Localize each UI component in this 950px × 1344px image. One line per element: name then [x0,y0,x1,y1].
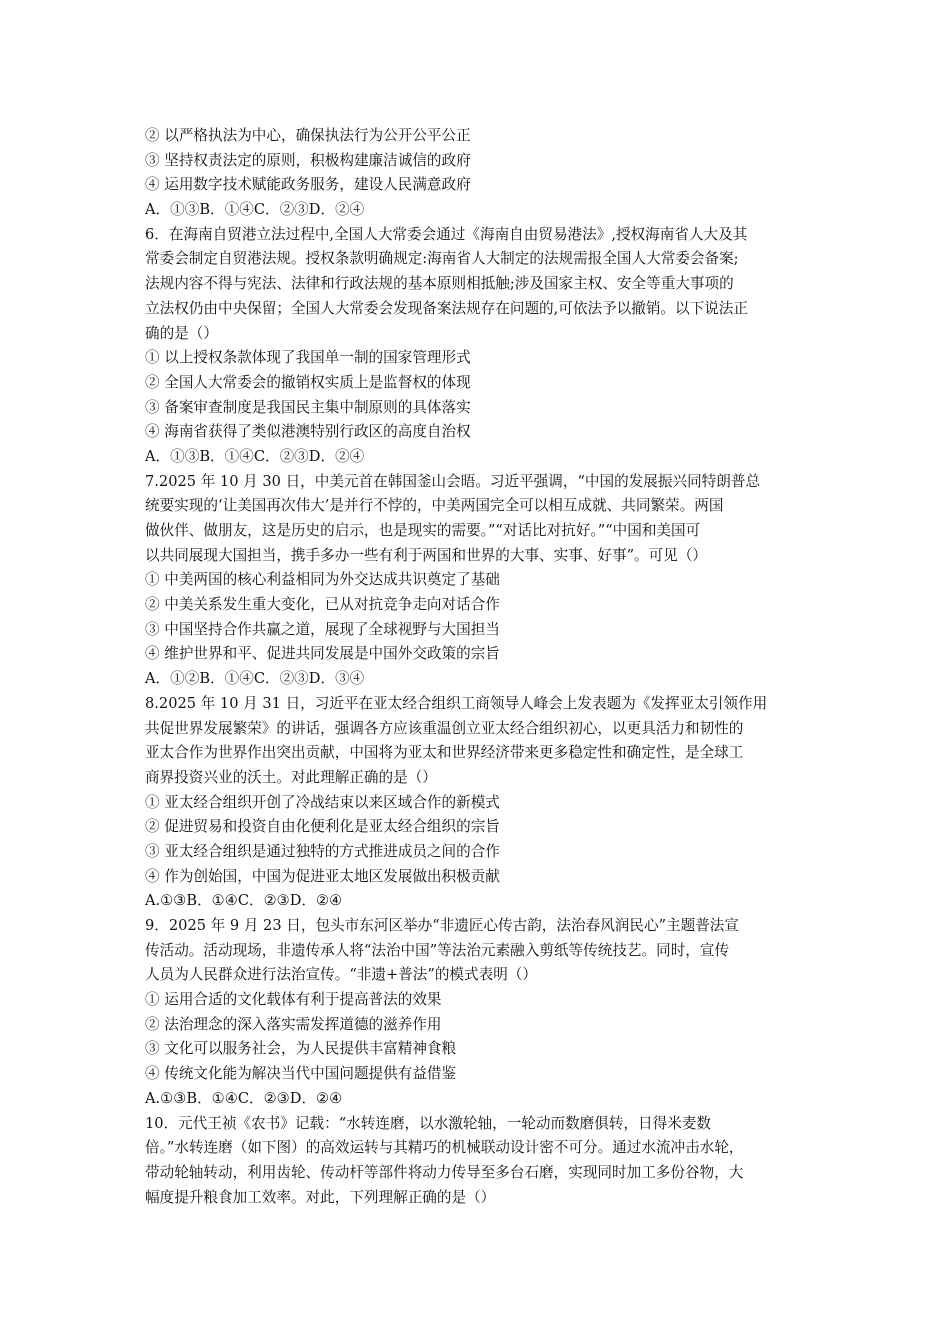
q6-stem-line-2: 常委会制定自贸港法规。授权条款明确规定:海南省人大制定的法规需报全国人大常委会备案; [145,250,739,268]
q8-stem-line-2: 共促世界发展繁荣》的讲话，强调各方应该重温创立亚太经合组织初心，以更具活力和韧性的 [145,719,744,737]
q8-stem-line-3: 亚太合作为世界作出突出贡献，中国将为亚太和世界经济带来更多稳定性和确定性，是全球工 [145,744,744,762]
q7-stem-line-3: 做伙伴、做朋友，这是历史的启示，也是现实的需要。”“对话比对抗好。”“中国和美国可 [145,522,701,539]
q9-option-3: ③ 文化可以服务社会，为人民提供丰富精神食粮 [145,1040,457,1058]
q8-answer-choices: A.①③B．①④C．②③D．②④ [145,892,343,910]
q7-stem-line-2: 统要实现的‘让美国再次伟大’是并行不悖的，中美两国完全可以相互成就、共同繁荣。两国 [145,497,724,515]
q6-answer-choices: A．①③B．①④C．②③D．②④ [145,447,365,465]
q5-answer-choices: A．①③B．①④C．②③D．②④ [145,201,365,219]
q5-option-3: ③ 坚持权责法定的原则，积极构建廉洁诚信的政府 [145,151,471,169]
q10-stem-line-3: 带动轮轴转动，利用齿轮、传动杆等部件将动力传导至多台石磨，实现同时加工多份谷物，大 [145,1163,744,1181]
document-page [145,124,810,1210]
q8-option-4: ④ 作为创始国，中国为促进亚太地区发展做出积极贡献 [145,867,500,885]
q7-option-1: ① 中美两国的核心利益相同为外交达成共识奠定了基础 [145,571,500,589]
q6-option-4: ④ 海南省获得了类似港澳特别行政区的高度自治权 [145,423,471,441]
q9-stem-line-1: 9．2025 年 9 月 23 日，包头市东河区举办“非遗匠心传古韵，法治春风润民心”主题普法宣 [145,917,739,934]
q5-option-4: ④ 运用数字技术赋能政务服务，建设人民满意政府 [145,176,471,194]
q9-answer-choices: A.①③B．①④C．②③D．②④ [145,1089,343,1107]
q9-option-4: ④ 传统文化能为解决当代中国问题提供有益借鉴 [145,1065,457,1083]
q7-answer-choices: A．①②B．①④C．②③D．③④ [145,670,365,688]
q6-stem-line-1: 6．在海南自贸港立法过程中,全国人大常委会通过《海南自由贸易港法》,授权海南省人大及其 [145,225,748,243]
q9-option-1: ① 运用合适的文化载体有利于提高普法的效果 [145,991,442,1009]
q7-option-2: ② 中美关系发生重大变化，已从对抗竞争走向对话合作 [145,596,500,614]
q5-option-2: ② 以严格执法为中心，确保执法行为公开公平公正 [145,127,471,144]
q6-option-2: ② 全国人大常委会的撤销权实质上是监督权的体现 [145,373,471,391]
q9-stem-line-3: 人员为人民群众进行法治宣传。“非遗+普法”的模式表明（） [145,966,537,984]
q6-stem-line-4: 立法权仍由中央保留；全国人大常委会发现备案法规存在问题的,可依法予以撤销。以下说法正 [145,299,748,317]
q6-stem-line-3: 法规内容不得与宪法、法律和行政法规的基本原则相抵触;涉及国家主权、安全等重大事项的 [145,275,734,293]
q8-option-3: ③ 亚太经合组织是通过独特的方式推进成员之间的合作 [145,842,500,860]
q10-stem-line-2: 倍。”水转连磨（如下图）的高效运转与其精巧的机械联动设计密不可分。通过水流冲击水轮， [145,1139,744,1157]
q8-stem-line-4: 商界投资兴业的沃土。对此理解正确的是（） [145,768,437,786]
q6-stem-line-5: 确的是（） [145,324,218,342]
q9-option-2: ② 法治理念的深入落实需发挥道德的滋养作用 [145,1015,442,1033]
q7-stem-line-4: 以共同展现大国担当，携手多办一些有利于两国和世界的大事、实事、好事”。可见（） [145,546,708,564]
q8-option-1: ① 亚太经合组织开创了冷战结束以来区域合作的新模式 [145,793,500,811]
q7-stem-line-1: 7.2025 年 10 月 30 日，中美元首在韩国釜山会晤。习近平强调，“中国的发展振兴同特朗普总 [145,472,761,490]
q7-option-4: ④ 维护世界和平、促进共同发展是中国外交政策的宗旨 [145,645,500,663]
q6-option-3: ③ 备案审查制度是我国民主集中制原则的具体落实 [145,398,471,416]
q8-option-2: ② 促进贸易和投资自由化便利化是亚太经合组织的宗旨 [145,818,500,836]
q10-stem-line-1: 10．元代王祯《农书》记载：“水转连磨，以水激轮轴，一轮动而数磨俱转，日得米麦数 [145,1114,712,1132]
q6-option-1: ① 以上授权条款体现了我国单一制的国家管理形式 [145,349,471,367]
q7-option-3: ③ 中国坚持合作共赢之道，展现了全球视野与大国担当 [145,620,500,638]
q8-stem-line-1: 8.2025 年 10 月 31 日，习近平在亚太经合组织工商领导人峰会上发表题为《发挥亚太引领作用 [145,694,768,712]
q9-stem-line-2: 传活动。活动现场，非遗传承人将“法治中国”等法治元素融入剪纸等传统技艺。同时，宣传 [145,941,730,959]
q10-stem-line-4: 幅度提升粮食加工效率。对此，下列理解正确的是（） [145,1188,496,1206]
